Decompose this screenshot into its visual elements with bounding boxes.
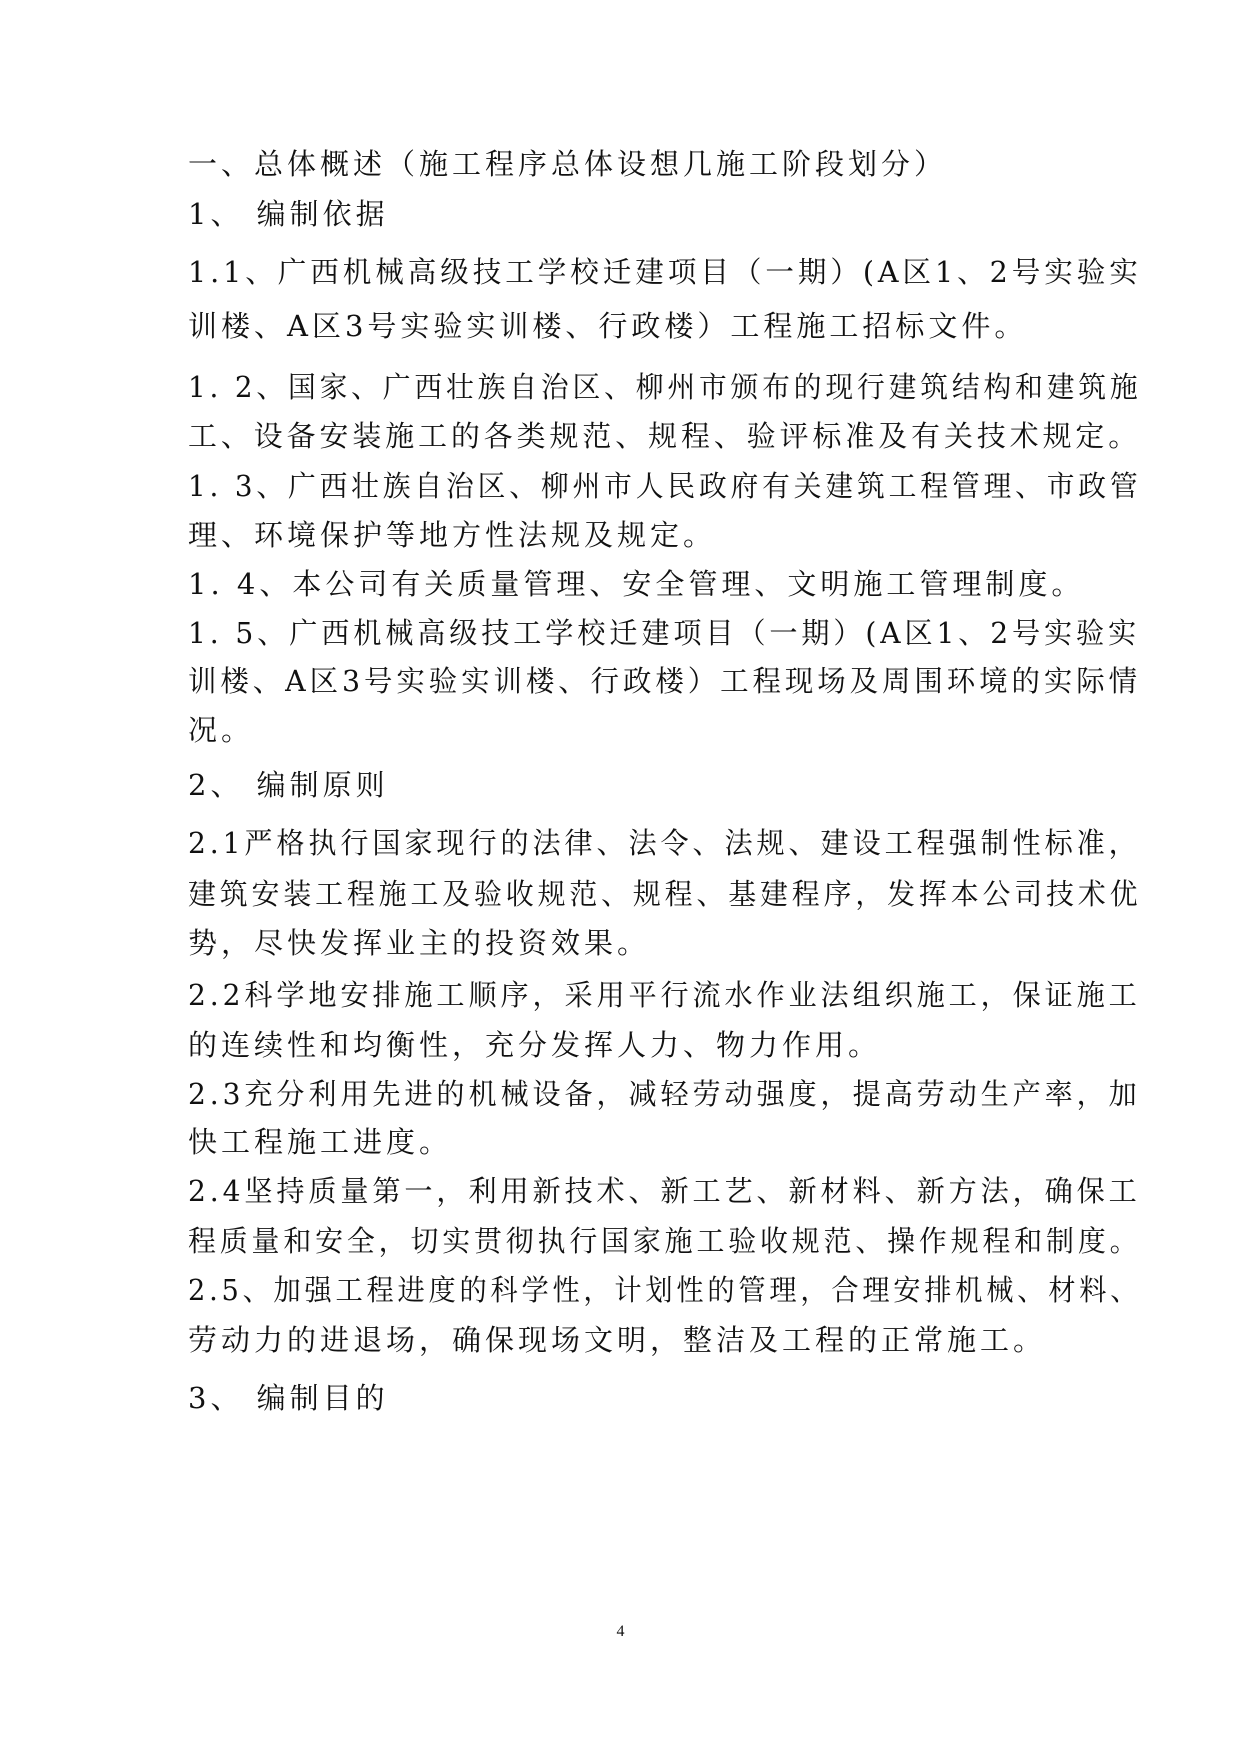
paragraph-line: 建筑安装工程施工及验收规范、规程、基建程序，发挥本公司技术优: [188, 877, 1142, 911]
paragraph-line: 势，尽快发挥业主的投资效果。: [188, 926, 651, 960]
paragraph-line: 1. 5、广西机械高级技工学校迁建项目（一期）(A区1、2号实验实: [188, 616, 1141, 650]
paragraph-line: 劳动力的进退场，确保现场文明，整洁及工程的正常施工。: [188, 1323, 1047, 1357]
paragraph-line: 2.1严格执行国家现行的法律、法令、法规、建设工程强制性标准，: [188, 826, 1141, 860]
page-number: 4: [616, 1623, 625, 1640]
paragraph-line: 训楼、A区3号实验实训楼、行政楼）工程现场及周围环境的实际情: [188, 664, 1141, 698]
paragraph-line: 训楼、A区3号实验实训楼、行政楼）工程施工招标文件。: [188, 309, 1028, 343]
section-heading: 一、总体概述（施工程序总体设想几施工阶段划分）: [188, 147, 948, 181]
paragraph-line: 2.5、加强工程进度的科学性，计划性的管理，合理安排机械、材料、: [188, 1273, 1142, 1307]
subsection-heading: 2、 编制原则: [188, 768, 389, 802]
paragraph-line: 1. 4、本公司有关质量管理、安全管理、文明施工管理制度。: [188, 567, 1085, 601]
subsection-heading: 1、 编制依据: [188, 197, 389, 231]
paragraph-line: 理、环境保护等地方性法规及规定。: [188, 518, 717, 552]
paragraph-line: 2.2科学地安排施工顺序，采用平行流水作业法组织施工，保证施工: [188, 978, 1141, 1012]
subsection-heading: 3、 编制目的: [188, 1381, 389, 1415]
paragraph-line: 的连续性和均衡性，充分发挥人力、物力作用。: [188, 1028, 882, 1062]
paragraph-line: 1.1、广西机械高级技工学校迁建项目（一期）(A区1、2号实验实: [188, 255, 1142, 289]
paragraph-line: 2.3充分利用先进的机械设备，减轻劳动强度，提高劳动生产率，加: [188, 1077, 1141, 1111]
paragraph-line: 2.4坚持质量第一，利用新技术、新工艺、新材料、新方法，确保工: [188, 1174, 1141, 1208]
paragraph-line: 1. 3、广西壮族自治区、柳州市人民政府有关建筑工程管理、市政管: [188, 469, 1142, 503]
paragraph-line: 程质量和安全，切实贯彻执行国家施工验收规范、操作规程和制度。: [188, 1224, 1142, 1258]
paragraph-line: 快工程施工进度。: [188, 1125, 453, 1159]
paragraph-line: 1. 2、国家、广西壮族自治区、柳州市颁布的现行建筑结构和建筑施: [188, 370, 1142, 404]
paragraph-line: 工、设备安装施工的各类规范、规程、验评标准及有关技术规定。: [188, 419, 1142, 453]
paragraph-line: 况。: [188, 713, 255, 747]
